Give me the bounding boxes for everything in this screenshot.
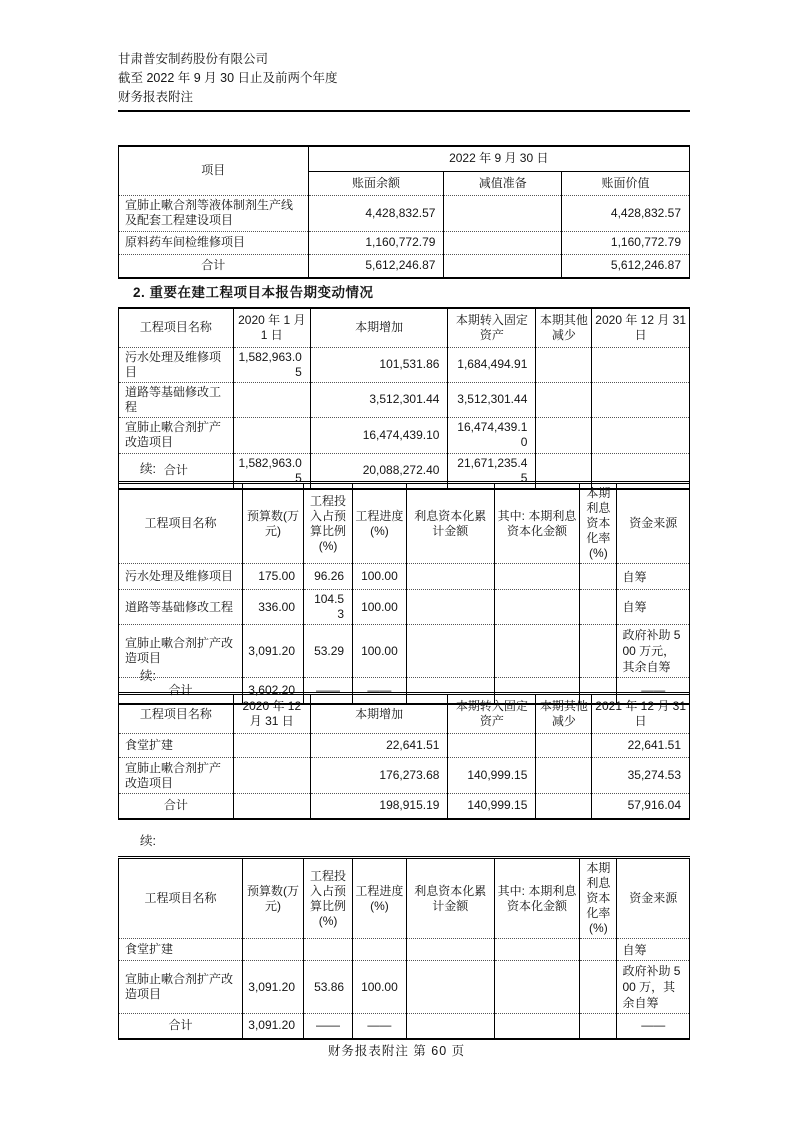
amount-cell: 101,531.86 bbox=[310, 347, 448, 382]
table-row bbox=[119, 564, 690, 590]
continued-label: 续: bbox=[140, 834, 156, 848]
col-header: 2020 年 12 月 31 日 bbox=[592, 308, 690, 347]
amount-cell: 175.00 bbox=[242, 564, 303, 590]
table-row bbox=[119, 382, 690, 417]
dash-cell: —— bbox=[353, 678, 407, 704]
table-header-row bbox=[119, 694, 690, 734]
amount-cell bbox=[494, 939, 580, 961]
amount-cell bbox=[406, 961, 494, 1014]
amount-cell: 104.53 bbox=[304, 590, 353, 625]
amount-cell bbox=[592, 382, 690, 417]
total-row bbox=[119, 794, 690, 819]
amount-cell bbox=[536, 382, 592, 417]
amount-cell: 176,273.68 bbox=[310, 758, 448, 794]
project-name-cell: 宣肺止嗽合剂扩产改造项目 bbox=[119, 961, 243, 1014]
amount-cell: 20,088,272.40 bbox=[310, 453, 448, 489]
col-header: 本期转入固定资产 bbox=[448, 308, 536, 347]
col-header: 2020 年 12 月 31 日 bbox=[233, 694, 310, 734]
amount-cell bbox=[580, 564, 617, 590]
amount-cell bbox=[233, 794, 310, 819]
amount-cell: 3,512,301.44 bbox=[448, 382, 536, 417]
project-name-cell: 道路等基础修改工程 bbox=[119, 590, 243, 625]
col-header: 项目 bbox=[119, 146, 309, 195]
col-header: 资金来源 bbox=[617, 858, 690, 939]
table-row bbox=[119, 758, 690, 794]
total-row bbox=[119, 1014, 690, 1039]
amount-cell: 3,602.20 bbox=[242, 678, 303, 704]
table-row bbox=[119, 961, 690, 1014]
total-label-cell: 合计 bbox=[119, 678, 243, 704]
amount-cell: 5,612,246.87 bbox=[562, 254, 690, 278]
amount-cell: 22,641.51 bbox=[310, 734, 448, 758]
amount-cell: 3,512,301.44 bbox=[310, 382, 448, 417]
amount-cell: 1,160,772.79 bbox=[308, 231, 444, 254]
project-name-cell: 宣肺止嗽合剂扩产改造项目 bbox=[119, 417, 234, 453]
table-row bbox=[119, 195, 690, 231]
col-header: 其中: 本期利息资本化金额 bbox=[494, 483, 580, 564]
project-name-cell: 宣肺止嗽合剂等液体制剂生产线及配套工程建设项目 bbox=[119, 195, 309, 231]
amount-cell: 1,684,494.91 bbox=[448, 347, 536, 382]
amount-cell bbox=[444, 254, 562, 278]
col-header: 利息资本化累计金额 bbox=[406, 483, 494, 564]
amount-cell bbox=[580, 1014, 617, 1039]
dash-cell: —— bbox=[353, 1014, 407, 1039]
amount-cell: 198,915.19 bbox=[310, 794, 448, 819]
amount-cell: 53.86 bbox=[304, 961, 353, 1014]
amount-cell: 100.00 bbox=[353, 961, 407, 1014]
col-header: 工程项目名称 bbox=[119, 694, 234, 734]
table-header-row bbox=[119, 858, 690, 939]
amount-cell bbox=[536, 794, 592, 819]
col-header: 工程项目名称 bbox=[119, 858, 243, 939]
amount-cell bbox=[494, 961, 580, 1014]
total-label-cell: 合计 bbox=[119, 794, 234, 819]
project-name-cell: 原料药车间检维修项目 bbox=[119, 231, 309, 254]
header-rule bbox=[118, 110, 690, 112]
dash-cell: —— bbox=[617, 1014, 690, 1039]
cip-movement-2020-table bbox=[118, 307, 690, 490]
continued-label: 续: bbox=[140, 669, 156, 683]
table-row bbox=[119, 417, 690, 453]
funding-source-cell: 政府补助 500 万元，其余自筹 bbox=[617, 625, 690, 678]
amount-cell: 4,428,832.57 bbox=[562, 195, 690, 231]
project-name-cell: 污水处理及维修项目 bbox=[119, 564, 243, 590]
col-header: 工程投入占预算比例(%) bbox=[304, 858, 353, 939]
col-header: 本期利息资本化率(%) bbox=[580, 483, 617, 564]
project-name-cell: 污水处理及维修项目 bbox=[119, 347, 234, 382]
amount-cell bbox=[304, 939, 353, 961]
col-header: 2020 年 1 月 1 日 bbox=[233, 308, 310, 347]
section-heading: 2. 重要在建工程项目本报告期变动情况 bbox=[133, 285, 374, 300]
table-header-row bbox=[119, 483, 690, 564]
amount-cell: 57,916.04 bbox=[592, 794, 690, 819]
report-title: 财务报表附注 bbox=[118, 90, 194, 104]
dash-cell: —— bbox=[304, 1014, 353, 1039]
amount-cell bbox=[536, 417, 592, 453]
cip-movement-2021-table bbox=[118, 692, 690, 820]
amount-cell: 5,612,246.87 bbox=[308, 254, 444, 278]
amount-cell bbox=[233, 417, 310, 453]
amount-cell bbox=[580, 625, 617, 678]
project-name-cell: 宣肺止嗽合剂扩产改造项目 bbox=[119, 758, 234, 794]
col-header: 工程进度(%) bbox=[353, 483, 407, 564]
project-name-cell: 食堂扩建 bbox=[119, 939, 243, 961]
dash-cell: —— bbox=[304, 678, 353, 704]
amount-cell bbox=[536, 734, 592, 758]
col-header: 其中: 本期利息资本化金额 bbox=[494, 858, 580, 939]
report-period: 截至 2022 年 9 月 30 日止及前两个年度 bbox=[118, 71, 338, 85]
amount-cell bbox=[494, 1014, 580, 1039]
amount-cell bbox=[580, 939, 617, 961]
amount-cell bbox=[536, 758, 592, 794]
amount-cell: 96.26 bbox=[304, 564, 353, 590]
funding-source-cell: 自筹 bbox=[617, 590, 690, 625]
amount-cell bbox=[448, 734, 536, 758]
amount-cell bbox=[242, 939, 303, 961]
amount-cell: 336.00 bbox=[242, 590, 303, 625]
amount-cell bbox=[444, 195, 562, 231]
amount-cell: 16,474,439.10 bbox=[310, 417, 448, 453]
col-header: 2021 年 12 月 31 日 bbox=[592, 694, 690, 734]
amount-cell: 100.00 bbox=[353, 625, 407, 678]
cip-balance-table bbox=[118, 145, 690, 279]
amount-cell: 21,671,235.45 bbox=[448, 453, 536, 489]
amount-cell: 3,091.20 bbox=[242, 1014, 303, 1039]
amount-cell: 1,582,963.05 bbox=[233, 453, 310, 489]
table-row bbox=[119, 347, 690, 382]
amount-cell: 53.29 bbox=[304, 625, 353, 678]
amount-cell bbox=[494, 625, 580, 678]
document-header bbox=[118, 50, 338, 107]
amount-cell bbox=[406, 590, 494, 625]
amount-cell: 100.00 bbox=[353, 564, 407, 590]
amount-cell: 16,474,439.10 bbox=[448, 417, 536, 453]
amount-cell: 3,091.20 bbox=[242, 961, 303, 1014]
amount-cell bbox=[406, 1014, 494, 1039]
amount-cell bbox=[233, 382, 310, 417]
amount-cell bbox=[580, 961, 617, 1014]
col-header: 本期增加 bbox=[310, 308, 448, 347]
col-header: 预算数(万元) bbox=[242, 483, 303, 564]
funding-source-cell: 政府补助 500 万，其余自筹 bbox=[617, 961, 690, 1014]
amount-cell bbox=[233, 758, 310, 794]
col-header: 减值准备 bbox=[444, 171, 562, 195]
amount-cell: 140,999.15 bbox=[448, 758, 536, 794]
col-header: 工程项目名称 bbox=[119, 483, 243, 564]
amount-cell bbox=[494, 590, 580, 625]
total-label-cell: 合计 bbox=[119, 453, 234, 489]
amount-cell: 1,582,963.05 bbox=[233, 347, 310, 382]
amount-cell bbox=[233, 734, 310, 758]
cip-budget-2020-table bbox=[118, 481, 690, 705]
table-row bbox=[119, 625, 690, 678]
table-row bbox=[119, 734, 690, 758]
col-header: 工程进度(%) bbox=[353, 858, 407, 939]
funding-source-cell: 自筹 bbox=[617, 939, 690, 961]
total-row bbox=[119, 254, 690, 278]
table-row bbox=[119, 231, 690, 254]
cip-budget-2021-table bbox=[118, 856, 690, 1040]
col-header: 本期其他减少 bbox=[536, 308, 592, 347]
project-name-cell: 食堂扩建 bbox=[119, 734, 234, 758]
col-header-date: 2022 年 9 月 30 日 bbox=[308, 146, 689, 171]
col-header: 资金来源 bbox=[617, 483, 690, 564]
table-row bbox=[119, 590, 690, 625]
col-header: 预算数(万元) bbox=[242, 858, 303, 939]
amount-cell: 4,428,832.57 bbox=[308, 195, 444, 231]
total-label-cell: 合计 bbox=[119, 254, 309, 278]
amount-cell: 140,999.15 bbox=[448, 794, 536, 819]
col-header: 工程投入占预算比例(%) bbox=[304, 483, 353, 564]
amount-cell bbox=[494, 564, 580, 590]
col-header: 账面余额 bbox=[308, 171, 444, 195]
company-name: 甘肃普安制药股份有限公司 bbox=[118, 52, 269, 66]
col-header: 本期利息资本化率(%) bbox=[580, 858, 617, 939]
amount-cell bbox=[406, 564, 494, 590]
col-header: 本期其他减少 bbox=[536, 694, 592, 734]
amount-cell bbox=[444, 231, 562, 254]
col-header: 本期转入固定资产 bbox=[448, 694, 536, 734]
amount-cell bbox=[536, 347, 592, 382]
funding-source-cell: 自筹 bbox=[617, 564, 690, 590]
amount-cell: 100.00 bbox=[353, 590, 407, 625]
amount-cell: 22,641.51 bbox=[592, 734, 690, 758]
table-header-row bbox=[119, 146, 690, 171]
amount-cell: 3,091.20 bbox=[242, 625, 303, 678]
dash-cell: —— bbox=[617, 678, 690, 704]
col-header: 账面价值 bbox=[562, 171, 690, 195]
project-name-cell: 道路等基础修改工程 bbox=[119, 382, 234, 417]
page-footer: 财务报表附注 第 60 页 bbox=[327, 1044, 466, 1058]
col-header: 利息资本化累计金额 bbox=[406, 858, 494, 939]
amount-cell bbox=[406, 939, 494, 961]
table-row bbox=[119, 939, 690, 961]
col-header: 工程项目名称 bbox=[119, 308, 234, 347]
continued-label: 续: bbox=[140, 462, 156, 476]
amount-cell: 1,160,772.79 bbox=[562, 231, 690, 254]
amount-cell bbox=[580, 590, 617, 625]
amount-cell bbox=[592, 417, 690, 453]
total-label-cell: 合计 bbox=[119, 1014, 243, 1039]
amount-cell: 35,274.53 bbox=[592, 758, 690, 794]
amount-cell bbox=[592, 347, 690, 382]
table-header-row bbox=[119, 308, 690, 347]
amount-cell bbox=[406, 625, 494, 678]
col-header: 本期增加 bbox=[310, 694, 448, 734]
amount-cell bbox=[353, 939, 407, 961]
project-name-cell: 宣肺止嗽合剂扩产改造项目 bbox=[119, 625, 243, 678]
